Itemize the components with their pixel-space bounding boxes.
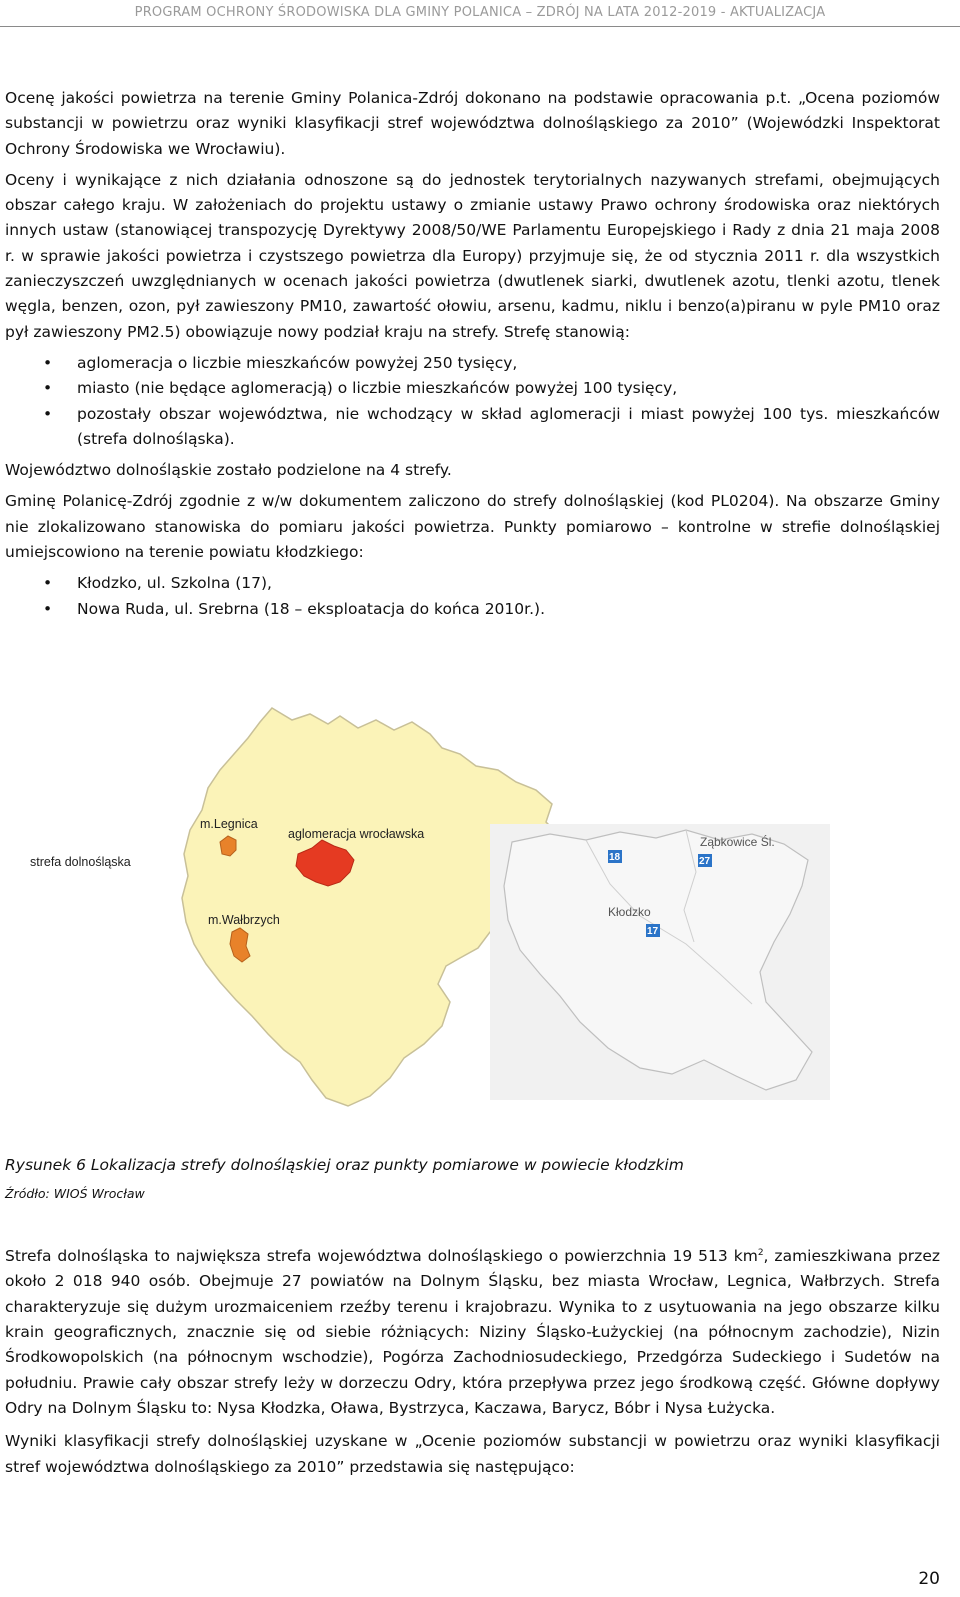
list-item: • Nowa Ruda, ul. Srebrna (18 – eksploatacja do końca 2010r.). <box>5 597 940 622</box>
zones-list <box>5 351 940 452</box>
list-item: • aglomeracja o liczbie mieszkańców powyżej 250 tysięcy, <box>5 351 940 376</box>
list-item: • Kłodzko, ul. Szkolna (17), <box>5 571 940 596</box>
paragraph-zones-count: Województwo dolnośląskie zostało podzielone na 4 strefy. <box>5 461 452 480</box>
figure-source: Źródło: WIOŚ Wrocław <box>5 1186 145 1201</box>
page-number: 20 <box>918 1569 940 1589</box>
paragraph-zones-intro: Oceny i wynikające z nich działania odnoszone są do jednostek terytorialnych nazywanych strefami, obejmujących obszar całego kraju. W założeniach do projektu ustawy o zmianie ustawy Prawo ochrony środowiska oraz niektórych innych ustaw (stanowiącej transpozycję Dyrektywy 2008/50/WE Parlamentu Europejskiego i Rady z dnia 21 maja 2008 r. w sprawie jakości powietrza i czystszego powietrza dla Europy) przyjmuje się, że od stycznia 2011 r. dla wszystkich zanieczyszczeń uwzględnianych w ocenach jakości powietrza (dwutlenek siarki, dwutlenek azotu, tlenki azotu, tlenek węgla, benzen, ozon, pył zawieszony PM10, zawartość ołowiu, arsenu, kadmu, niklu i benzo(a)piranu w pyle PM10 oraz pył zawieszony PM2.5) obowiązuje nowy podział kraju na strefy. Strefę stanowią: <box>5 170 940 341</box>
walbrzych-label: m.Wałbrzych <box>208 913 280 927</box>
points-list <box>5 571 940 622</box>
bullet-icon: • <box>43 379 53 398</box>
running-header: PROGRAM OCHRONY ŚRODOWISKA DLA GMINY POLANICA – ZDRÓJ NA LATA 2012-2019 - AKTUALIZACJA <box>0 0 960 27</box>
klodzko-county-map <box>490 824 830 1100</box>
bullet-icon: • <box>43 353 53 372</box>
wroclaw-label: aglomeracja wrocławska <box>288 827 425 841</box>
figure-caption: Rysunek 6 Lokalizacja strefy dolnośląskiej oraz punkty pomiarowe w powiecie kłodzkim <box>5 1156 684 1174</box>
station-18-number: 18 <box>609 852 621 863</box>
station-17-number: 17 <box>647 926 659 937</box>
paragraph-zone-description: Strefa dolnośląska to największa strefa województwa dolnośląskiego o powierzchnia 19 513 $km^2$, zamieszkiwana przez około 2 018 940 osób. Obejmuje 27 powiatów na Dolnym Śląsku, bez miasta Wrocław, Legnica, Wałbrzych. Strefa charakteryzuje się dużym urozmaiceniem rzeźby terenu i krajobrazu. Wynika to z usytuowania na jego obszarze kilku krain geograficznych, znacznie się od siebie różniących: Niziny Śląsko-Łużyckiej (na północnym zachodzie), Nizin Środkowopolskich (na północnym wschodzie), Pogórza Zachodniosudeckiego, Przedgórza Sudeckiego i Sudetów na południu. Prawie cały obszar strefy leży w dorzeczu Odry, która przepływa przez jego środkową część. Główne dopływy Odry na Dolnym Śląsku to: Nysa Kłodzka, Oława, Bystrzyca, Kaczawa, Barycz, Bóbr i Nysa Łużycka. <box>5 1247 940 1417</box>
body-text-bottom <box>5 1241 940 1488</box>
bullet-icon: • <box>43 599 53 618</box>
list-item: • miasto (nie będące aglomeracją) o liczbie mieszkańców powyżej 100 tysięcy, <box>5 376 940 401</box>
list-item: • pozostały obszar województwa, nie wchodzący w skład aglomeracji i miast powyżej 100 tys. mieszkańców (strefa dolnośląska). <box>5 402 940 453</box>
paragraph-polanica: Gminę Polanicę-Zdrój zgodnie z w/w dokumentem zaliczono do strefy dolnośląskiej (kod PL0204). Na obszarze Gminy nie zlokalizowano stanowiska do pomiaru jakości powietrza. Punkty pomiarowo – kontrolne w strefie dolnośląskiej umiejscowiono na terenie powiatu kłodzkiego: <box>5 492 940 562</box>
bullet-icon: • <box>43 404 53 423</box>
zabkowice-label: Ząbkowice Śl. <box>700 835 775 849</box>
body-text-top <box>5 86 940 628</box>
paragraph-results-intro: Wyniki klasyfikacji strefy dolnośląskiej uzyskane w „Ocenie poziomów substancji w powietrzu oraz wyniki klasyfikacji stref województwa dolnośląskiego za 2010” przedstawia się następująco: <box>5 1432 940 1476</box>
klodzko-label: Kłodzko <box>608 905 651 919</box>
strefa-label: strefa dolnośląska <box>30 855 131 869</box>
legnica-label: m.Legnica <box>200 817 258 831</box>
station-27-number: 27 <box>699 856 711 867</box>
paragraph-intro: Ocenę jakości powietrza na terenie Gminy Polanica-Zdrój dokonano na podstawie opracowania p.t. „Ocena poziomów substancji w powietrzu oraz wyniki klasyfikacji stref województwa dolnośląskiego za 2010” (Wojewódzki Inspektorat Ochrony Środowiska we Wrocławiu). <box>5 89 940 158</box>
bullet-icon: • <box>43 574 53 593</box>
superscript: 2 <box>757 1248 764 1258</box>
